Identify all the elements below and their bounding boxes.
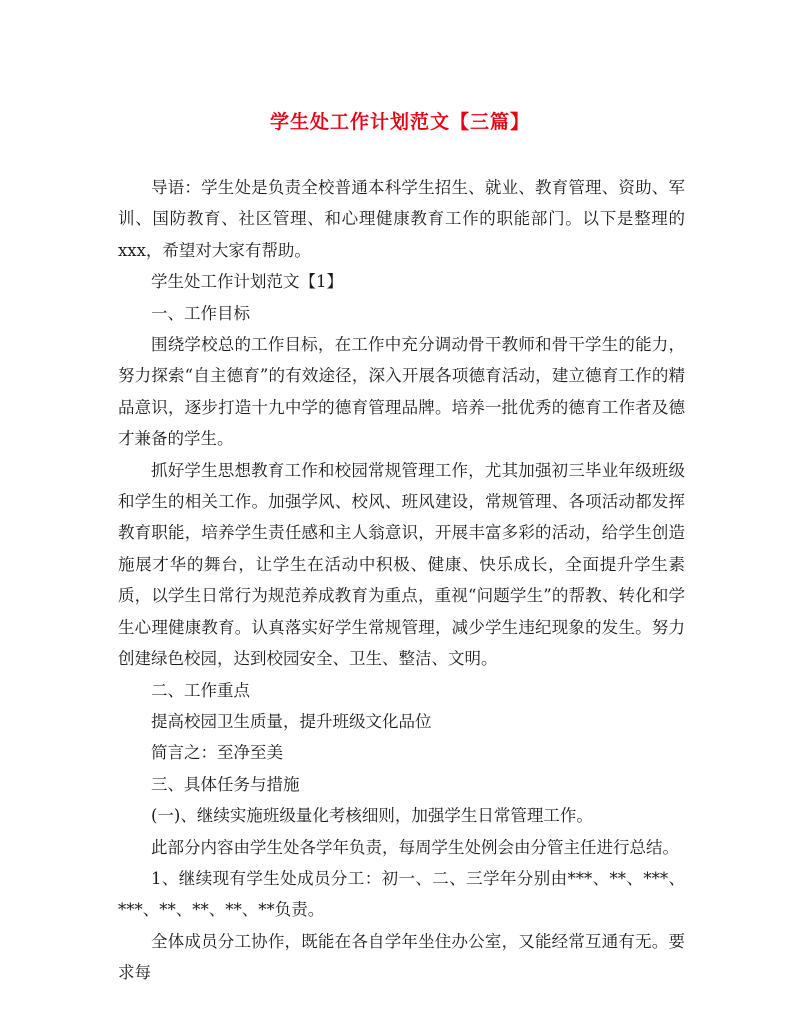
paragraph-heading-goals: 一、工作目标 xyxy=(151,303,250,323)
paragraph-intro: 导语：学生处是负责全校普通本科学生招生、就业、教育管理、资助、军训、国防教育、社区管理、和心理健康教育工作的职能部门。以下是整理的xxx，希望对大家有帮助。 xyxy=(118,178,685,260)
document-body xyxy=(118,172,685,989)
paragraph-goals-1: 围绕学校总的工作目标，在工作中充分调动骨干教师和骨干学生的能力，努力探索“自主德育”的有效途径，深入开展各项德育活动，建立德育工作的精品意识，逐步打造十九中学的德育管理品牌。培养一批优秀的德育工作者及德才兼备的学生。 xyxy=(118,335,685,449)
paragraph-motto: 简言之：至净至美 xyxy=(151,743,283,763)
paragraph-task-1-item-2: 全体成员分工协作，既能在各自学年坐住办公室，又能经常互通有无。要求每 xyxy=(118,931,685,983)
paragraph-task-1-detail: 此部分内容由学生处各学年负责，每周学生处例会由分管主任进行总结。 xyxy=(151,837,679,857)
paragraph-focus: 提高校园卫生质量，提升班级文化品位 xyxy=(151,711,432,731)
paragraph-task-1: (一)、继续实施班级量化考核细则，加强学生日常管理工作。 xyxy=(151,806,593,826)
paragraph-heading-focus: 二、工作重点 xyxy=(151,680,250,700)
paragraph-heading-tasks: 三、具体任务与措施 xyxy=(151,774,300,794)
paragraph-goals-2: 抓好学生思想教育工作和校园常规管理工作，尤其加强初三毕业年级班级和学生的相关工作。加强学风、校风、班风建设，常规管理、各项活动都发挥教育职能，培养学生责任感和主人翁意识，开展丰富多彩的活动，给学生创造施展才华的舞台，让学生在活动中积极、健康、快乐成长，全面提升学生素质，以学生日常行为规范养成教育为重点，重视“问题学生”的帮教、转化和学生心理健康教育。认真落实好学生常规管理，减少学生违纪现象的发生。努力创建绿色校园，达到校园安全、卫生、整洁、文明。 xyxy=(118,460,685,669)
paragraph-task-1-item-1: 1、继续现有学生处成员分工：初一、二、三学年分别由***、**、***、***、**、**、**、**负责。 xyxy=(118,868,685,920)
paragraph-section-heading: 学生处工作计划范文【1】 xyxy=(151,272,343,292)
document-title: 学生处工作计划范文【三篇】 xyxy=(269,111,530,133)
